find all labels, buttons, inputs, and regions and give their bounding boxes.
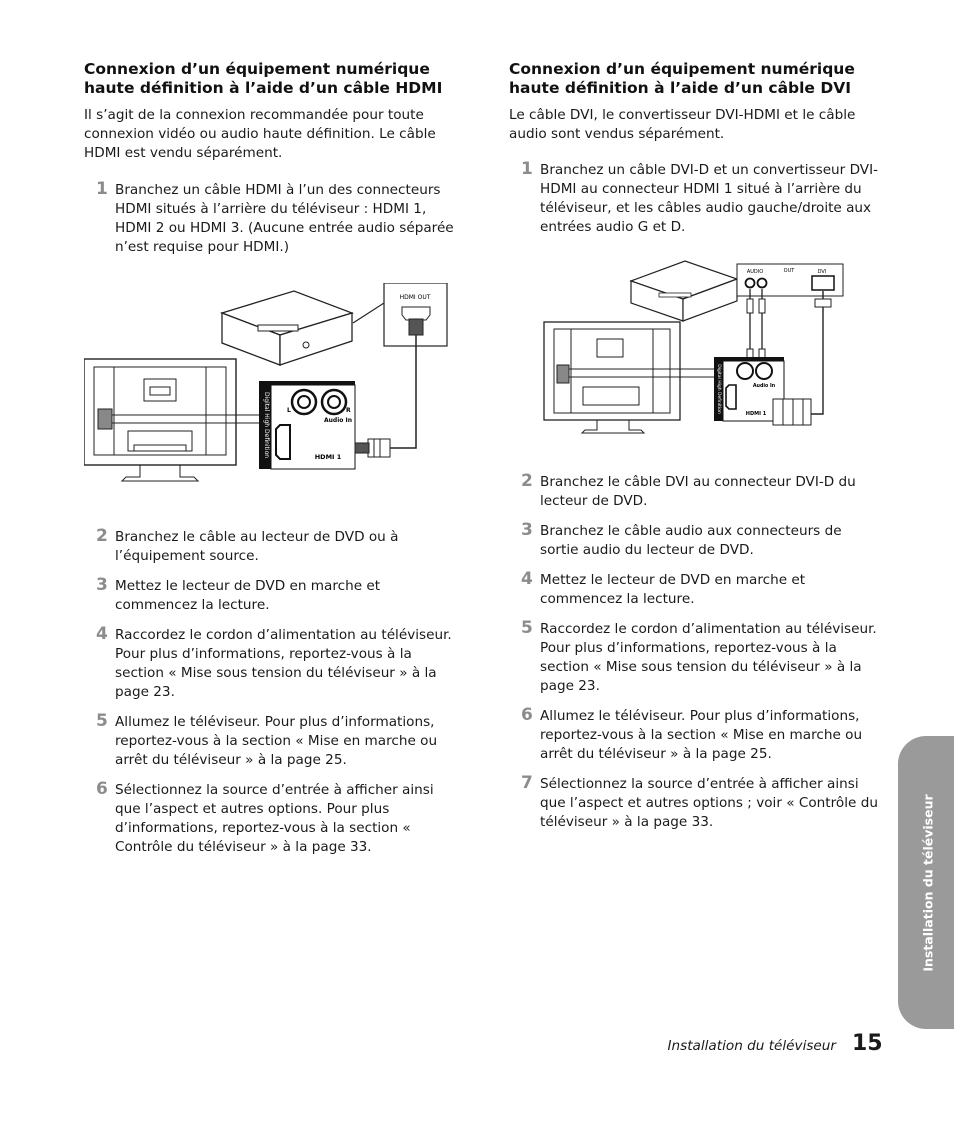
hdmi-out-label: HDMI OUT <box>399 294 431 301</box>
audio-in-label: Audio In <box>324 417 352 424</box>
left-intro: Il s’agit de la connexion recommandée pour toute connexion vidéo ou audio haute définition. Le câble HDMI est vendu séparément. <box>84 107 436 161</box>
step-number: 6 <box>521 705 533 725</box>
right-step-2 <box>509 473 881 511</box>
step-text: Allumez le téléviseur. Pour plus d’informations, reportez-vous à la section « Mise en marche ou arrêt du téléviseur » à la page 25. <box>540 708 863 762</box>
step-text: Branchez le câble DVI au connecteur DVI-D du lecteur de DVD. <box>540 474 856 509</box>
step-text: Mettez le lecteur de DVD en marche et commencez la lecture. <box>540 572 806 607</box>
left-step-4 <box>84 626 456 702</box>
chapter-side-tab <box>898 736 954 1029</box>
panel-side-label: Digital High Definition <box>716 364 721 414</box>
hdmi-connection-diagram <box>84 283 456 508</box>
step-number: 2 <box>96 526 108 546</box>
audio-left-label: L <box>287 407 291 414</box>
footer-section-title: Installation du téléviseur <box>667 1038 836 1054</box>
step-text: Branchez un câble HDMI à l’un des connecteurs HDMI situés à l’arrière du téléviseur : HDMI 1, HDMI 2 ou HDMI 3. (Aucune entrée audio séparée n’est requise pour HDMI.) <box>115 182 454 255</box>
left-step-6 <box>84 781 456 857</box>
step-number: 5 <box>521 618 533 638</box>
left-heading: Connexion d’un équipement numérique haute définition à l’aide d’un câble HDMI <box>84 60 443 97</box>
out-label: OUT <box>783 268 795 274</box>
right-step-6 <box>509 707 881 764</box>
step-number: 3 <box>521 520 533 540</box>
step-number: 5 <box>96 711 108 731</box>
panel-side-label: Digital High Definition <box>263 391 270 459</box>
step-text: Sélectionnez la source d’entrée à afficher ainsi que l’aspect et autres options ; voir « Contrôle du téléviseur » à la page 33. <box>540 776 878 830</box>
left-step-2 <box>84 528 456 566</box>
right-step-1 <box>509 161 881 237</box>
left-step-5 <box>84 713 456 770</box>
left-step-3 <box>84 577 456 615</box>
step-text: Branchez le câble au lecteur de DVD ou à l’équipement source. <box>115 529 399 564</box>
right-step-3 <box>509 522 881 560</box>
right-intro: Le câble DVI, le convertisseur DVI-HDMI et le câble audio sont vendus séparément. <box>509 107 856 142</box>
audio-right-label: R <box>346 407 351 414</box>
hdmi1-label: HDMI 1 <box>745 411 767 417</box>
chapter-side-tab-label: Installation du téléviseur <box>920 793 936 972</box>
step-text: Allumez le téléviseur. Pour plus d’informations, reportez-vous à la section « Mise en marche ou arrêt du téléviseur » à la page 25. <box>115 714 438 768</box>
left-step-1 <box>84 181 456 257</box>
step-number: 3 <box>96 575 108 595</box>
right-steps <box>509 161 881 237</box>
step-text: Raccordez le cordon d’alimentation au téléviseur. Pour plus d’informations, reportez-vous à la section « Mise sous tension du téléviseur » à la page 23. <box>115 627 452 700</box>
step-number: 1 <box>521 159 533 179</box>
step-text: Branchez le câble audio aux connecteurs de sortie audio du lecteur de DVD. <box>540 523 842 558</box>
right-step-4 <box>509 571 881 609</box>
right-step-7 <box>509 775 881 832</box>
audio-label: AUDIO <box>746 269 764 275</box>
step-number: 7 <box>521 773 533 793</box>
right-heading: Connexion d’un équipement numérique haute définition à l’aide d’un câble DVI <box>509 60 855 97</box>
left-column <box>84 60 456 857</box>
left-steps-continued <box>84 528 456 857</box>
dvi-label: DVI <box>817 269 827 275</box>
dvi-connection-diagram <box>509 259 881 459</box>
right-step-5 <box>509 620 881 696</box>
page-number: 15 <box>852 1031 883 1056</box>
step-number: 2 <box>521 471 533 491</box>
right-column <box>509 60 881 832</box>
right-steps-continued <box>509 473 881 832</box>
audio-in-label: Audio In <box>752 384 776 389</box>
hdmi1-label: HDMI 1 <box>314 453 342 461</box>
step-text: Sélectionnez la source d’entrée à afficher ainsi que l’aspect et autres options. Pour plus d’informations, reportez-vous à la section « Contrôle du téléviseur » à la page 33. <box>115 782 434 855</box>
step-number: 4 <box>96 624 108 644</box>
step-text: Branchez un câble DVI-D et un convertisseur DVI-HDMI au connecteur HDMI 1 situé à l’arrière du téléviseur, et les câbles audio gauche/droite aux entrées audio G et D. <box>540 162 879 235</box>
step-number: 6 <box>96 779 108 799</box>
step-text: Raccordez le cordon d’alimentation au téléviseur. Pour plus d’informations, reportez-vous à la section « Mise sous tension du téléviseur » à la page 23. <box>540 621 877 694</box>
left-steps <box>84 181 456 257</box>
step-number: 1 <box>96 179 108 199</box>
step-text: Mettez le lecteur de DVD en marche et commencez la lecture. <box>115 578 381 613</box>
step-number: 4 <box>521 569 533 589</box>
